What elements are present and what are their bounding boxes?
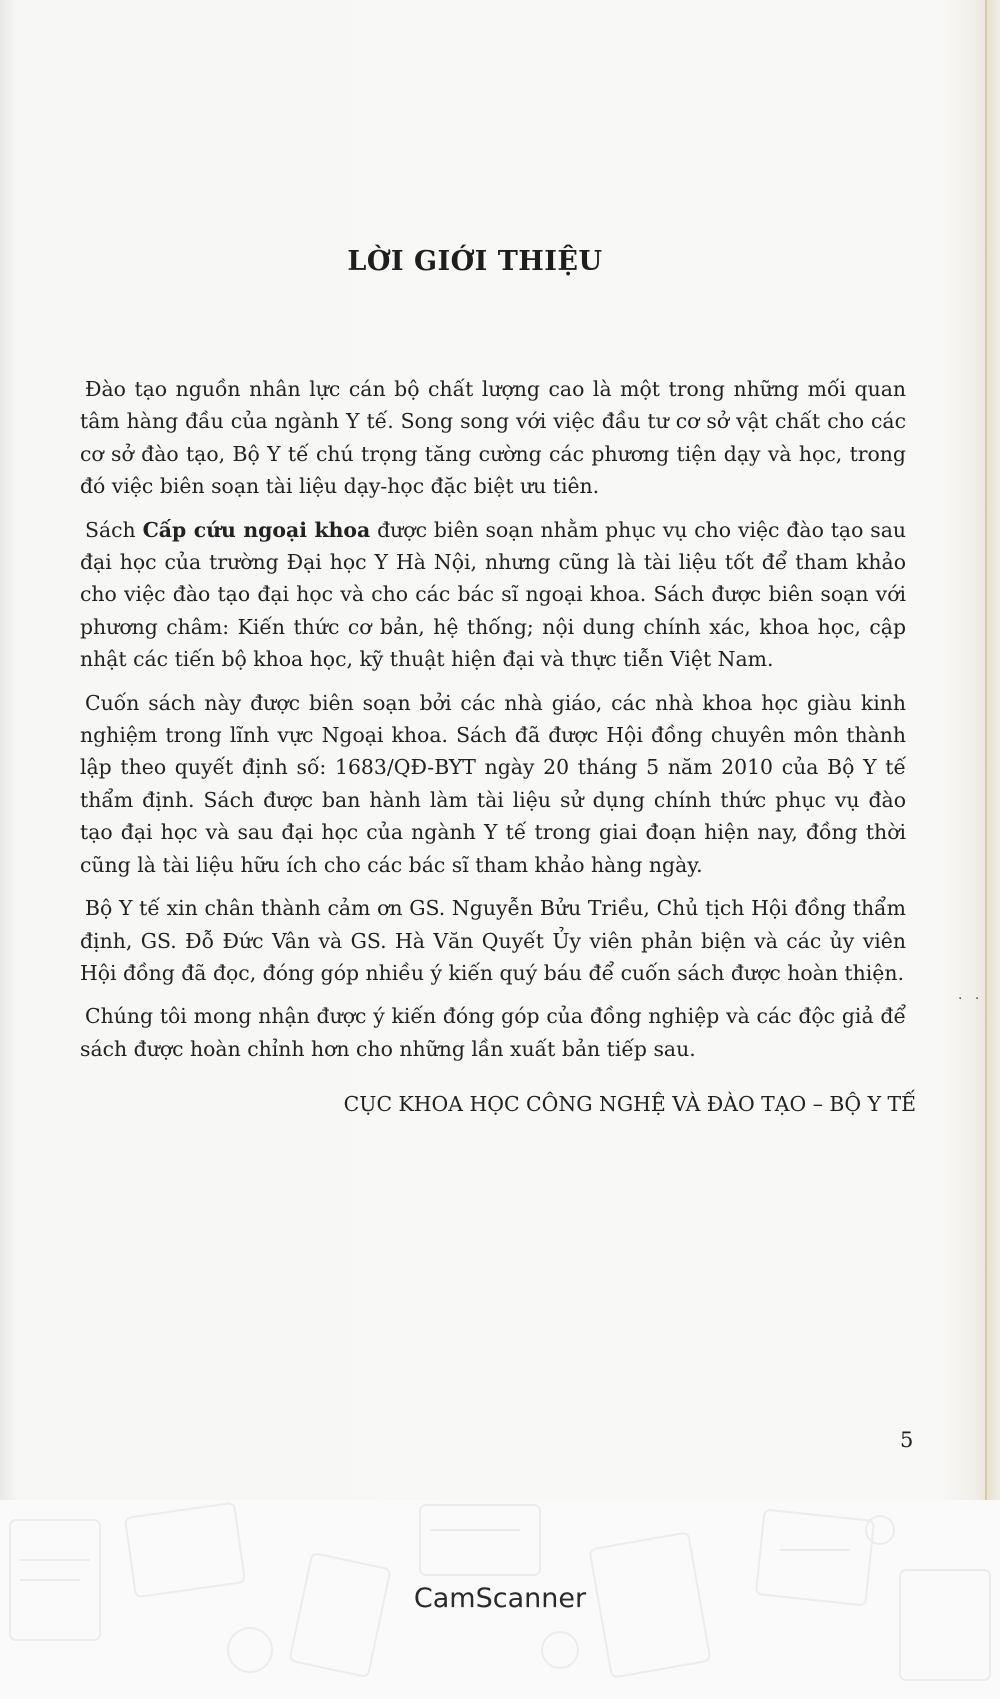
paragraph-1: Đào tạo nguồn nhân lực cán bộ chất lượng cao là một trong những mối quan tâm hàng đầu của ngành Y tế. Song song với việc đầu tư cơ sở vật chất cho các cơ sở đào tạo, Bộ Y tế chú trọng tăng cường các phương tiện dạy và học, trong đó việc biên soạn tài liệu dạy-học đặc biệt ưu tiên. — [80, 377, 906, 499]
paragraph-2: Sách Cấp cứu ngoại khoa được biên soạn nhằm phục vụ cho việc đào tạo sau đại học của trường Đại học Y Hà Nội, nhưng cũng là tài liệu tốt để tham khảo cho việc đào tạo đại học và cho các bác sĩ ngoại khoa. Sách được biên soạn với phương châm: Kiến thức cơ bản, hệ thống; nội dung chính xác, khoa học, cập nhật các tiến bộ khoa học, kỹ thuật hiện đại và thực tiễn Việt Nam. — [80, 517, 906, 672]
book-title: Cấp cứu ngoại khoa — [142, 517, 371, 542]
camscanner-watermark: CamScanner — [413, 1583, 587, 1614]
page-edge — [985, 0, 987, 1500]
paragraph-4: Bộ Y tế xin chân thành cảm ơn GS. Nguyễn Bửu Triều, Chủ tịch Hội đồng thẩm định, GS. Đỗ Đức Vân và GS. Hà Văn Quyết Ủy viên phản biện và các ủy viên Hội đồng đã đọc, đóng góp nhiều ý kiến quý báu để cuốn sách được hoàn thiện. — [80, 896, 906, 985]
signature-line: CỤC KHOA HỌC CÔNG NGHỆ VÀ ĐÀO TẠO – BỘ Y TẾ — [343, 1092, 916, 1116]
paragraph-3: Cuốn sách này được biên soạn bởi các nhà giáo, các nhà khoa học giàu kinh nghiệm trong lĩnh vực Ngoại khoa. Sách đã được Hội đồng chuyên môn thành lập theo quyết định số: 1683/QĐ-BYT ngày 20 tháng 5 năm 2010 của Bộ Y tế thẩm định. Sách được ban hành làm tài liệu sử dụng chính thức phục vụ đào tạo đại học và sau đại học của ngành Y tế trong giai đoạn hiện nay, đồng thời cũng là tài liệu hữu ích cho các bác sĩ tham khảo hàng ngày. — [80, 690, 906, 877]
page-number: 5 — [900, 1428, 914, 1452]
paragraph-5: Chúng tôi mong nhận được ý kiến đóng góp của đồng nghiệp và các độc giả để sách được hoàn chỉnh hơn cho những lần xuất bản tiếp sau. — [80, 1004, 906, 1061]
page-title: LỜI GIỚI THIỆU — [347, 246, 603, 277]
body-text — [80, 373, 906, 1076]
scan-specks: · · — [958, 991, 984, 1007]
scanner-footer — [0, 1500, 1000, 1699]
